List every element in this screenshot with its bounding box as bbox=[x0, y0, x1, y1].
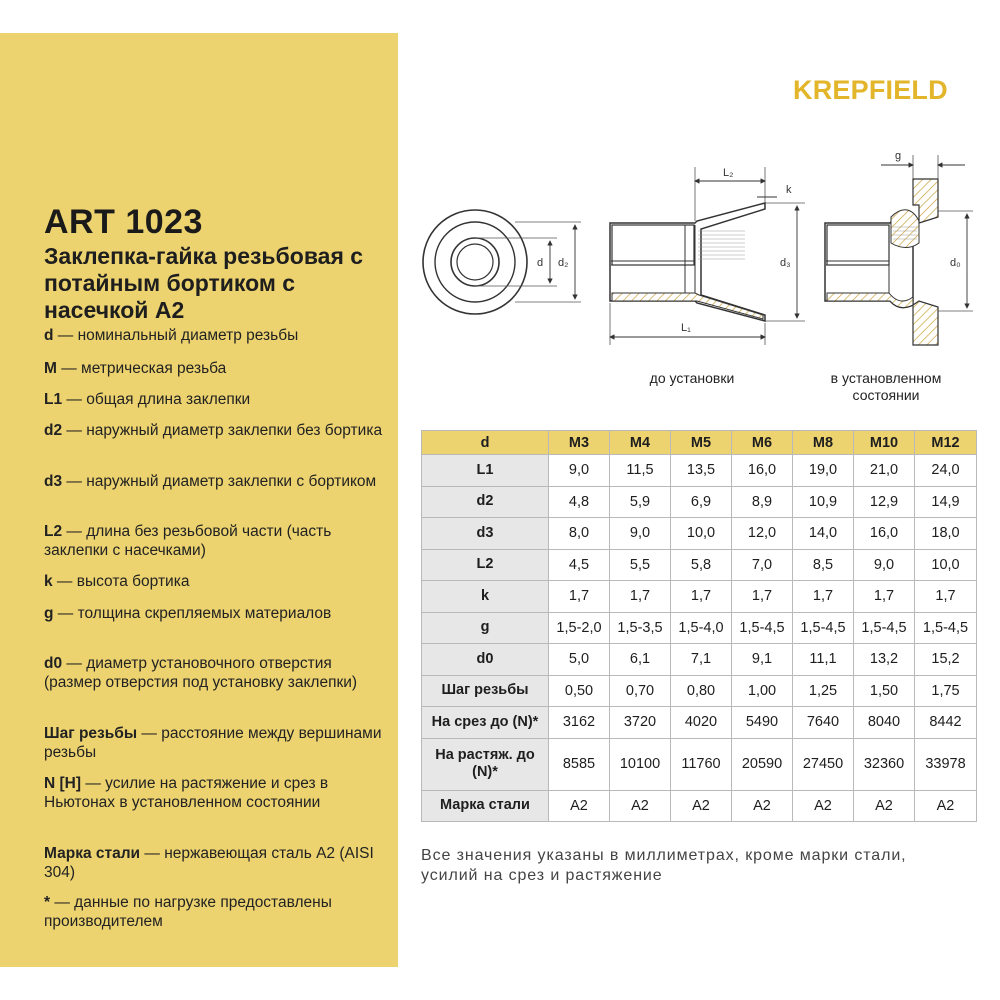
row-label: На срез до (N)* bbox=[422, 707, 549, 739]
header-cell: M12 bbox=[915, 431, 977, 455]
header-cell: M10 bbox=[854, 431, 915, 455]
table-cell: 3720 bbox=[610, 707, 671, 739]
table-row bbox=[422, 455, 977, 487]
label-l2: L₂ bbox=[723, 167, 734, 179]
legend-item-m bbox=[44, 359, 384, 378]
table-cell: 1,5-4,5 bbox=[793, 612, 854, 644]
legend-desc: — высота бортика bbox=[52, 573, 190, 590]
label-d3: d₃ bbox=[780, 257, 791, 269]
legend-term: g bbox=[44, 605, 54, 622]
row-label: L2 bbox=[422, 549, 549, 581]
legend-item-d0 bbox=[44, 654, 384, 692]
legend-term: d bbox=[44, 327, 54, 344]
label-d: d bbox=[537, 257, 544, 269]
table-cell: 1,7 bbox=[671, 581, 732, 613]
legend-desc: — длина без резьбовой части (часть заклепки с насечками) bbox=[44, 523, 332, 559]
label-d0: d₀ bbox=[950, 257, 961, 269]
legend-term: d3 bbox=[44, 473, 63, 490]
specifications-table bbox=[421, 430, 977, 822]
label-k: k bbox=[786, 184, 792, 196]
row-label: Марка стали bbox=[422, 790, 549, 822]
header-cell: M4 bbox=[610, 431, 671, 455]
table-cell: 4020 bbox=[671, 707, 732, 739]
legend-item-l1 bbox=[44, 390, 384, 409]
table-cell: 9,0 bbox=[854, 549, 915, 581]
table-cell: 1,25 bbox=[793, 675, 854, 707]
legend-desc: — расстояние между вершинами резьбы bbox=[44, 725, 382, 761]
legend-desc: — наружный диаметр заклепки с бортиком bbox=[62, 473, 377, 490]
label-g: g bbox=[895, 150, 902, 162]
legend-term: Шаг резьбы bbox=[44, 725, 138, 742]
table-cell: 13,2 bbox=[854, 644, 915, 676]
table-cell: 8,0 bbox=[549, 518, 610, 550]
row-label: k bbox=[422, 581, 549, 613]
legend-desc: — общая длина заклепки bbox=[62, 391, 251, 408]
legend-item-d3 bbox=[44, 472, 384, 491]
label-d2: d₂ bbox=[558, 257, 569, 269]
table-row bbox=[422, 675, 977, 707]
header-cell: M6 bbox=[732, 431, 793, 455]
table-cell: 12,0 bbox=[732, 518, 793, 550]
table-cell: 9,0 bbox=[610, 518, 671, 550]
legend-term: N [Н] bbox=[44, 775, 82, 792]
table-row bbox=[422, 738, 977, 790]
legend-item-n bbox=[44, 774, 384, 812]
table-cell: A2 bbox=[732, 790, 793, 822]
table-cell: 10,0 bbox=[671, 518, 732, 550]
legend-term: L2 bbox=[44, 523, 63, 540]
side-view-before bbox=[610, 167, 805, 345]
legend-item-d2 bbox=[44, 421, 384, 440]
legend-desc: — толщина скрепляемых материалов bbox=[53, 605, 332, 622]
legend-item-k bbox=[44, 572, 384, 591]
table-row bbox=[422, 518, 977, 550]
table-row bbox=[422, 707, 977, 739]
legend-term: Марка стали bbox=[44, 845, 141, 862]
table-cell: 19,0 bbox=[793, 455, 854, 487]
table-cell: 1,00 bbox=[732, 675, 793, 707]
row-label: L1 bbox=[422, 455, 549, 487]
left-panel bbox=[0, 33, 398, 967]
legend-term: M bbox=[44, 360, 57, 377]
caption-installed: в установленном состоянии bbox=[830, 370, 942, 403]
table-cell: 9,1 bbox=[732, 644, 793, 676]
table-cell: 1,50 bbox=[854, 675, 915, 707]
table-cell: 1,7 bbox=[549, 581, 610, 613]
legend-desc: — данные по нагрузке предоставлены производителем bbox=[44, 894, 332, 930]
table-cell: 1,5-4,5 bbox=[854, 612, 915, 644]
legend-item-steel-grade bbox=[44, 844, 384, 882]
table-cell: 1,5-3,5 bbox=[610, 612, 671, 644]
table-cell: 10100 bbox=[610, 738, 671, 790]
table-cell: 4,8 bbox=[549, 486, 610, 518]
table-cell: 10,0 bbox=[915, 549, 977, 581]
legend-desc: — диаметр установочного отверстия (размер отверстия под установку заклепки) bbox=[44, 655, 358, 691]
table-cell: 1,7 bbox=[610, 581, 671, 613]
legend-term: * bbox=[44, 894, 51, 911]
table-cell: 1,7 bbox=[732, 581, 793, 613]
table-cell: 0,50 bbox=[549, 675, 610, 707]
legend-item-g bbox=[44, 604, 384, 623]
table-cell: 3162 bbox=[549, 707, 610, 739]
table-cell: A2 bbox=[549, 790, 610, 822]
table-cell: 16,0 bbox=[732, 455, 793, 487]
table-cell: 8,9 bbox=[732, 486, 793, 518]
legend-item-d bbox=[44, 326, 384, 345]
table-row bbox=[422, 549, 977, 581]
technical-drawing bbox=[405, 145, 985, 365]
table-cell: 24,0 bbox=[915, 455, 977, 487]
table-cell: A2 bbox=[671, 790, 732, 822]
table-cell: 7,1 bbox=[671, 644, 732, 676]
table-cell: 27450 bbox=[793, 738, 854, 790]
table-cell: 20590 bbox=[732, 738, 793, 790]
table-cell: 18,0 bbox=[915, 518, 977, 550]
table-cell: 7640 bbox=[793, 707, 854, 739]
legend-desc: — метрическая резьба bbox=[56, 360, 227, 377]
table-cell: 14,0 bbox=[793, 518, 854, 550]
legend-term: k bbox=[44, 573, 53, 590]
legend-desc: — наружный диаметр заклепки без бортика bbox=[62, 422, 383, 439]
row-label: Шаг резьбы bbox=[422, 675, 549, 707]
table-cell: 8442 bbox=[915, 707, 977, 739]
caption-before-installation: до установки bbox=[649, 370, 735, 386]
label-l1: L₁ bbox=[681, 322, 691, 334]
table-cell: A2 bbox=[610, 790, 671, 822]
table-cell: A2 bbox=[915, 790, 977, 822]
table-cell: 5490 bbox=[732, 707, 793, 739]
table-cell: 8585 bbox=[549, 738, 610, 790]
table-cell: 9,0 bbox=[549, 455, 610, 487]
table-header-row bbox=[422, 431, 977, 455]
table-cell: 1,5-4,0 bbox=[671, 612, 732, 644]
side-view-installed bbox=[825, 150, 973, 345]
legend-item-l2 bbox=[44, 522, 384, 560]
legend-desc: — номинальный диаметр резьбы bbox=[53, 327, 299, 344]
table-cell: 11,5 bbox=[610, 455, 671, 487]
table-cell: 1,5-4,5 bbox=[915, 612, 977, 644]
table-cell: 13,5 bbox=[671, 455, 732, 487]
table-cell: 1,7 bbox=[915, 581, 977, 613]
table-row bbox=[422, 486, 977, 518]
table-cell: 1,7 bbox=[793, 581, 854, 613]
table-row bbox=[422, 612, 977, 644]
table-cell: 6,1 bbox=[610, 644, 671, 676]
legend-item-thread-pitch bbox=[44, 724, 384, 762]
table-cell: 1,5-2,0 bbox=[549, 612, 610, 644]
table-cell: 7,0 bbox=[732, 549, 793, 581]
table-cell: 11,1 bbox=[793, 644, 854, 676]
table-cell: 33978 bbox=[915, 738, 977, 790]
table-cell: A2 bbox=[793, 790, 854, 822]
table-cell: 5,8 bbox=[671, 549, 732, 581]
table-cell: 1,7 bbox=[854, 581, 915, 613]
table-row bbox=[422, 581, 977, 613]
product-name: Заклепка-гайка резьбовая с потайным бортиком с насечкой А2 bbox=[44, 243, 364, 323]
table-cell: 16,0 bbox=[854, 518, 915, 550]
row-label: d0 bbox=[422, 644, 549, 676]
table-cell: 15,2 bbox=[915, 644, 977, 676]
header-cell: M5 bbox=[671, 431, 732, 455]
header-cell: d bbox=[422, 431, 549, 455]
table-cell: 5,5 bbox=[610, 549, 671, 581]
units-footnote bbox=[421, 846, 921, 886]
table-cell: 10,9 bbox=[793, 486, 854, 518]
row-label: На растяж. до (N)* bbox=[422, 738, 549, 790]
table-cell: 1,5-4,5 bbox=[732, 612, 793, 644]
legend-desc: — нержавеющая сталь A2 (AISI 304) bbox=[44, 845, 374, 881]
table-cell: 4,5 bbox=[549, 549, 610, 581]
table-cell: A2 bbox=[854, 790, 915, 822]
legend-term: d2 bbox=[44, 422, 63, 439]
legend-term: d0 bbox=[44, 655, 63, 672]
table-cell: 32360 bbox=[854, 738, 915, 790]
table-cell: 0,70 bbox=[610, 675, 671, 707]
table-cell: 8,5 bbox=[793, 549, 854, 581]
table-cell: 21,0 bbox=[854, 455, 915, 487]
legend-term: L1 bbox=[44, 391, 63, 408]
legend-desc: — усилие на растяжение и срез в Ньютонах в установленном состоянии bbox=[44, 775, 329, 811]
row-label: d3 bbox=[422, 518, 549, 550]
table-row bbox=[422, 790, 977, 822]
footnote-text: Все значения указаны в миллиметрах, кроме марки стали, усилий на срез и растяжение bbox=[421, 847, 907, 884]
header-cell: M3 bbox=[549, 431, 610, 455]
article-title: ART 1023 bbox=[44, 203, 203, 241]
table-cell: 12,9 bbox=[854, 486, 915, 518]
row-label: d2 bbox=[422, 486, 549, 518]
table-cell: 0,80 bbox=[671, 675, 732, 707]
table-cell: 14,9 bbox=[915, 486, 977, 518]
table-cell: 5,9 bbox=[610, 486, 671, 518]
top-view bbox=[423, 210, 581, 314]
table-cell: 11760 bbox=[671, 738, 732, 790]
table-cell: 8040 bbox=[854, 707, 915, 739]
legend-item-asterisk bbox=[44, 893, 384, 931]
table-cell: 5,0 bbox=[549, 644, 610, 676]
table-cell: 1,75 bbox=[915, 675, 977, 707]
row-label: g bbox=[422, 612, 549, 644]
brand-logo: KREPFIELD bbox=[793, 75, 948, 105]
table-cell: 6,9 bbox=[671, 486, 732, 518]
header-cell: M8 bbox=[793, 431, 854, 455]
table-row bbox=[422, 644, 977, 676]
